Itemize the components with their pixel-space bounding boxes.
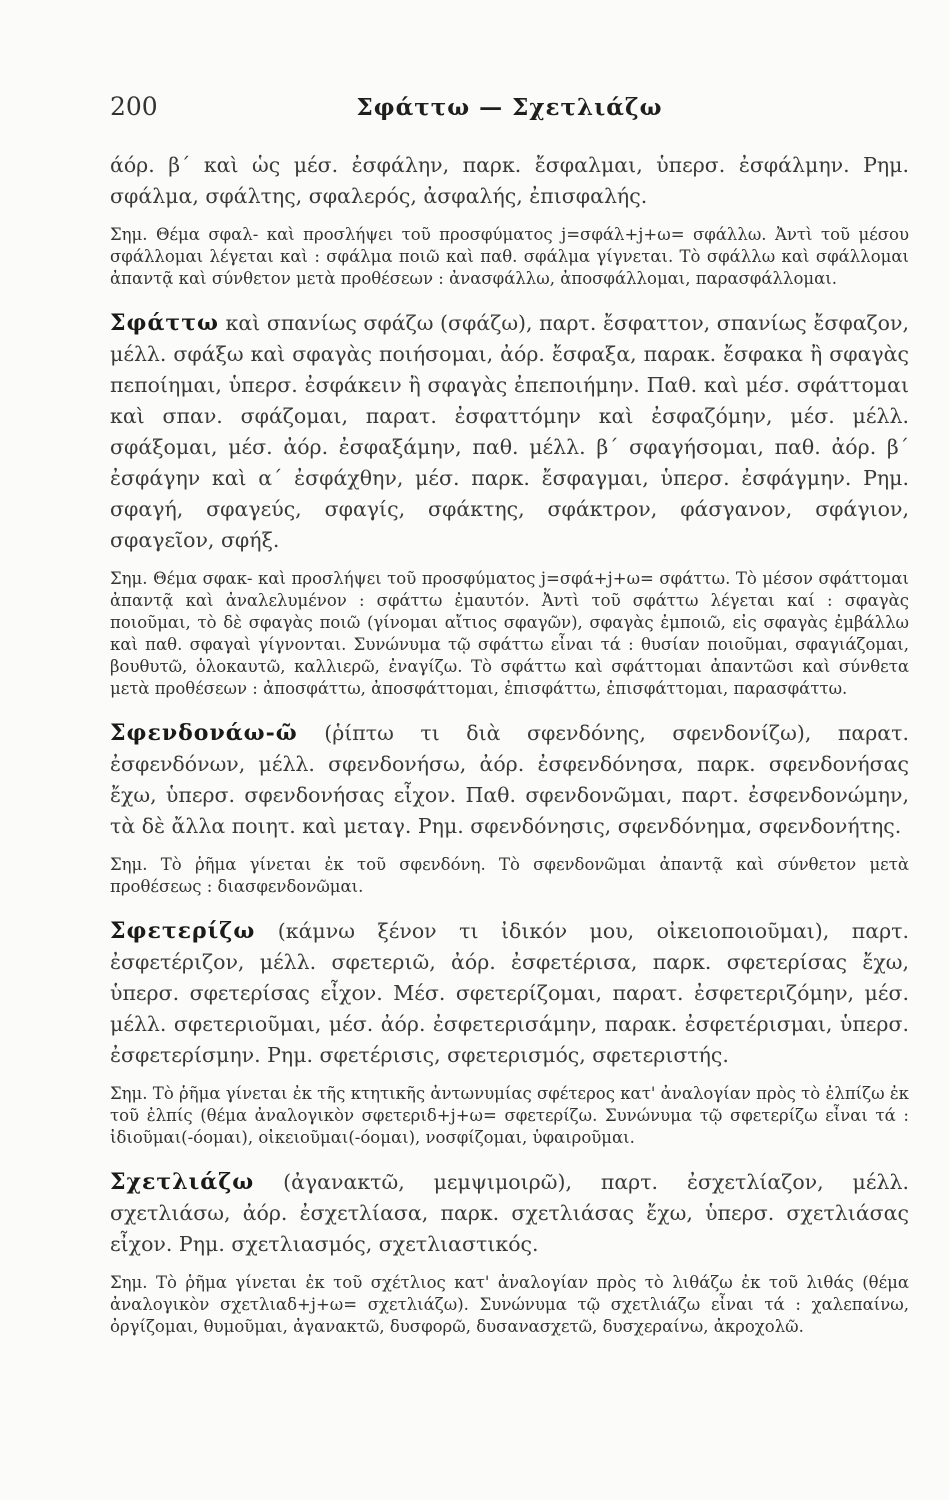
- entry-note: Σημ. Τὸ ῥῆμα γίνεται ἐκ τοῦ σφενδόνη. Τὸ σφενδονῶμαι ἀπαντᾷ καὶ σύνθετον μετὰ προθέσεως : διασφενδονῶμαι.: [110, 855, 909, 896]
- entry-lemma: Σχετλιάζω: [110, 1169, 255, 1195]
- page-number: 200: [110, 92, 158, 121]
- entry-text: άόρ. β΄ καὶ ὡς μέσ. ἐσφάλην, παρκ. ἔσφαλμαι, ὑπερσ. ἐσφάλμην. Ρημ. σφάλμα, σφάλτης, σφαλερός, ἀσφαλής, ἐπισφαλής.: [110, 153, 909, 208]
- entry-sfendonao: [110, 718, 909, 898]
- entry-paragraph: [110, 1167, 909, 1260]
- entry-text: (κάμνω ξένον τι ἰδικόν μου, οἰκειοποιοῦμαι), παρτ. ἐσφετέριζον, μέλλ. σφετεριῶ, ἀόρ. ἐσφετέρισα, παρκ. σφετερίσας ἔχω, ὑπερσ. σφετερίσας εἶχον. Μέσ. σφετερίζομαι, παρατ. ἐσφετεριζόμην, μέσ. μέλλ. σφετεριοῦμαι, μέσ. ἀόρ. ἐσφετερισάμην, παρακ. ἐσφετέρισμαι, ὑπερσ. ἐσφετερίσμην. Ρημ. σφετέρισις, σφετερισμός, σφετεριστής.: [110, 919, 909, 1067]
- entry-note: Σημ. Θέμα σφακ- καὶ προσλήψει τοῦ προσφύματος j=σφά+j+ω= σφάττω. Τὸ μέσον σφάττομαι ἀπαντᾷ καὶ ἀναλελυμένον : σφάττω ἐμαυτόν. Ἀντὶ τοῦ σφάττω λέγεται καί : σφαγὰς ποιοῦμαι, τὸ δὲ σφαγὰς ποιῶ (γίνομαι αἴτιος σφαγῶν), σφαγὰς ἐμποιῶ, εἰς σφαγὰς ἐμβάλλω καὶ παθ. σφαγαὶ γίγνονται. Συνώνυμα τῷ σφάττω εἶναι τά : θυσίαν ποιοῦμαι, σφαγιάζομαι, βουθυτῶ, ὁλοκαυτῶ, καλλιερῶ, ἐναγίζω. Τὸ σφάττω καὶ σφάττομαι ἀπαντῶσι καὶ σύνθετα μετὰ προθέσεων : ἀποσφάττω, ἀποσφάττομαι, ἐπισφάττω, ἐπισφάττομαι, παρασφάττω.: [110, 569, 909, 698]
- entry-paragraph: [110, 916, 909, 1071]
- page-header: [110, 92, 909, 132]
- entry-note: Σημ. Τὸ ῥῆμα γίνεται ἐκ τοῦ σχέτλιος κατ' ἀναλογίαν πρὸς τὸ λιθάζω ἐκ τοῦ λιθάς (θέμα ἀναλογικὸν σχετλιαδ+j+ω= σχετλιάζω). Συνώνυμα τῷ σχετλιάζω εἶναι τά : χαλεπαίνω, ὀργίζομαι, θυμοῦμαι, ἀγανακτῶ, δυσφορῶ, δυσανασχετῶ, δυσχεραίνω, ἀκροχολῶ.: [110, 1273, 909, 1336]
- entry-lemma: Σφάττω: [110, 310, 219, 336]
- entry-lemma: Σφενδονάω-ῶ: [110, 720, 298, 746]
- entry-text: (ἀγανακτῶ, μεμψιμοιρῶ), παρτ. ἐσχετλίαζον, μέλλ. σχετλιάσω, ἀόρ. ἐσχετλίασα, παρκ. σχετλιάσας ἔχω, ὑπερσ. σχετλιάσας εἶχον. Ρημ. σχετλιασμός, σχετλιαστικός.: [110, 1170, 909, 1256]
- entry-continuation: [110, 150, 909, 290]
- entry-sfeterizo: [110, 916, 909, 1149]
- entry-text: (ῥίπτω τι διὰ σφενδόνης, σφενδονίζω), παρατ. ἐσφενδόνων, μέλλ. σφενδονήσω, ἀόρ. ἐσφενδόνησα, παρκ. σφενδονήσας ἔχω, ὑπερσ. σφενδονήσας εἶχον. Παθ. σφενδονῶμαι, παρτ. ἐσφενδονώμην, τὰ δὲ ἄλλα ποιητ. καὶ μεταγ. Ρημ. σφενδόνησις, σφενδόνημα, σφενδονήτης.: [110, 721, 909, 838]
- running-head: Σφάττω — Σχετλιάζω: [356, 94, 663, 121]
- entry-note: Σημ. Θέμα σφαλ- καὶ προσλήψει τοῦ προσφύματος j=σφάλ+j+ω= σφάλλω. Ἀντὶ τοῦ μέσου σφάλλομαι λέγεται καὶ : σφάλμα ποιῶ καὶ παθ. σφάλμα γίγνεται. Τὸ σφάλλω καὶ σφάλλομαι ἀπαντᾷ καὶ σύνθετον μετὰ προθέσεων : ἀνασφάλλω, ἀποσφάλλομαι, παρασφάλλομαι.: [110, 225, 909, 288]
- entry-paragraph: [110, 308, 909, 556]
- entry-sfatto: [110, 308, 909, 700]
- entry-lemma: Σφετερίζω: [110, 918, 256, 944]
- entry-note: Σημ. Τὸ ῥῆμα γίνεται ἐκ τῆς κτητικῆς ἀντωνυμίας σφέτερος κατ' ἀναλογίαν πρὸς τὸ ἐλπίζω ἐκ τοῦ ἐλπίς (θέμα ἀναλογικὸν σφετεριδ+j+ω= σφετερίζω. Συνώνυμα τῷ σφετερίζω εἶναι τά : ἰδιοῦμαι(-όομαι), οἰκειοῦμαι(-όομαι), νοσφίζομαι, ὑφαιροῦμαι.: [110, 1084, 909, 1147]
- entry-text: καὶ σπανίως σφάζω (σφάζω), παρτ. ἔσφαττον, σπανίως ἔσφαζον, μέλλ. σφάξω καὶ σφαγὰς ποιήσομαι, ἀόρ. ἔσφαξα, παρακ. ἔσφακα ἢ σφαγὰς πεποίημαι, ὑπερσ. ἐσφάκειν ἢ σφαγὰς ἐπεποιήμην. Παθ. καὶ μέσ. σφάττομαι καὶ σπαν. σφάζομαι, παρατ. ἐσφαττόμην καὶ ἐσφαζόμην, μέσ. μέλλ. σφάξομαι, μέσ. ἀόρ. ἐσφαξάμην, παθ. μέλλ. β΄ σφαγήσομαι, παθ. ἀόρ. β΄ ἐσφάγην καὶ α΄ ἐσφάχθην, μέσ. παρκ. ἔσφαγμαι, ὑπερσ. ἐσφάγμην. Ρημ. σφαγή, σφαγεύς, σφαγίς, σφάκτης, σφάκτρον, φάσγανον, σφάγιον, σφαγεῖον, σφήξ.: [110, 311, 909, 552]
- entry-paragraph: [110, 718, 909, 842]
- entry-schetliazo: [110, 1167, 909, 1338]
